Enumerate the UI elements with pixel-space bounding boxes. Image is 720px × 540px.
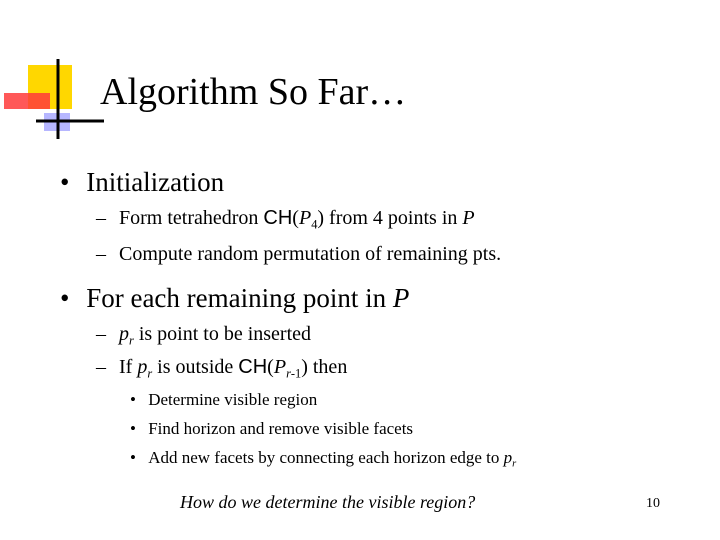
text-ch: CH: [238, 356, 268, 378]
sub-r: r: [286, 366, 291, 381]
sub-r: r: [512, 458, 517, 470]
dash-glyph: –: [96, 356, 106, 378]
subsubitem-add-facets: [130, 448, 516, 468]
subitem-random-permutation: [96, 242, 501, 266]
logo-red-bar: [4, 93, 50, 109]
text-horizon: Find horizon and remove visible facets: [148, 419, 414, 438]
page-number: 10: [646, 496, 660, 511]
text-permutation: Compute random permutation of remaining pts.: [119, 243, 502, 265]
bullet-glyph: •: [130, 390, 136, 409]
bullet-glyph: •: [60, 283, 70, 313]
initialization-label: Initialization: [86, 167, 225, 197]
subitem-if-outside: [96, 355, 347, 379]
footer-question: How do we determine the visible region?: [180, 492, 476, 512]
text-add-facets: Add new facets by connecting each horizon edge to: [148, 448, 504, 467]
bullet-for-each: [60, 282, 409, 314]
var-p: p: [503, 448, 513, 467]
text-then: ) then: [301, 356, 348, 378]
sub-r: r: [129, 333, 134, 348]
text-inserted: is point to be inserted: [133, 323, 312, 345]
dash-glyph: –: [96, 243, 106, 265]
slide-logo-icon: [0, 55, 110, 145]
sub-minus-one: -1: [290, 366, 302, 381]
bullet-glyph: •: [130, 448, 136, 467]
sub-4: 4: [311, 217, 318, 232]
bullet-initialization: [60, 166, 224, 198]
var-p2: P: [462, 207, 475, 229]
sub-r: r: [147, 366, 153, 381]
slide-title: Algorithm So Far…: [100, 71, 407, 113]
subsubitem-find-horizon: [130, 419, 413, 439]
text-from: ) from 4 points in: [317, 207, 463, 229]
text-if: If: [119, 356, 138, 378]
bullet-glyph: •: [130, 419, 136, 438]
text-open-paren: (: [292, 207, 299, 229]
subitem-point-inserted: [96, 322, 311, 346]
text-form: Form tetrahedron: [119, 207, 264, 229]
bullet-glyph: •: [60, 167, 70, 197]
dash-glyph: –: [96, 207, 106, 229]
var-p: p: [119, 323, 129, 345]
text-outside: is outside: [152, 356, 239, 378]
text-ch: CH: [263, 207, 293, 229]
dash-glyph: –: [96, 323, 106, 345]
text-open-paren: (: [267, 356, 274, 378]
subitem-form-tetrahedron: [96, 206, 475, 230]
for-each-label: For each remaining point in: [86, 283, 393, 313]
text-determine: Determine visible region: [148, 390, 318, 409]
var-p2: P: [273, 356, 287, 378]
var-p: p: [137, 356, 148, 378]
subsubitem-visible-region: [130, 390, 317, 410]
var-p: P: [392, 283, 410, 313]
var-p: P: [298, 207, 312, 229]
